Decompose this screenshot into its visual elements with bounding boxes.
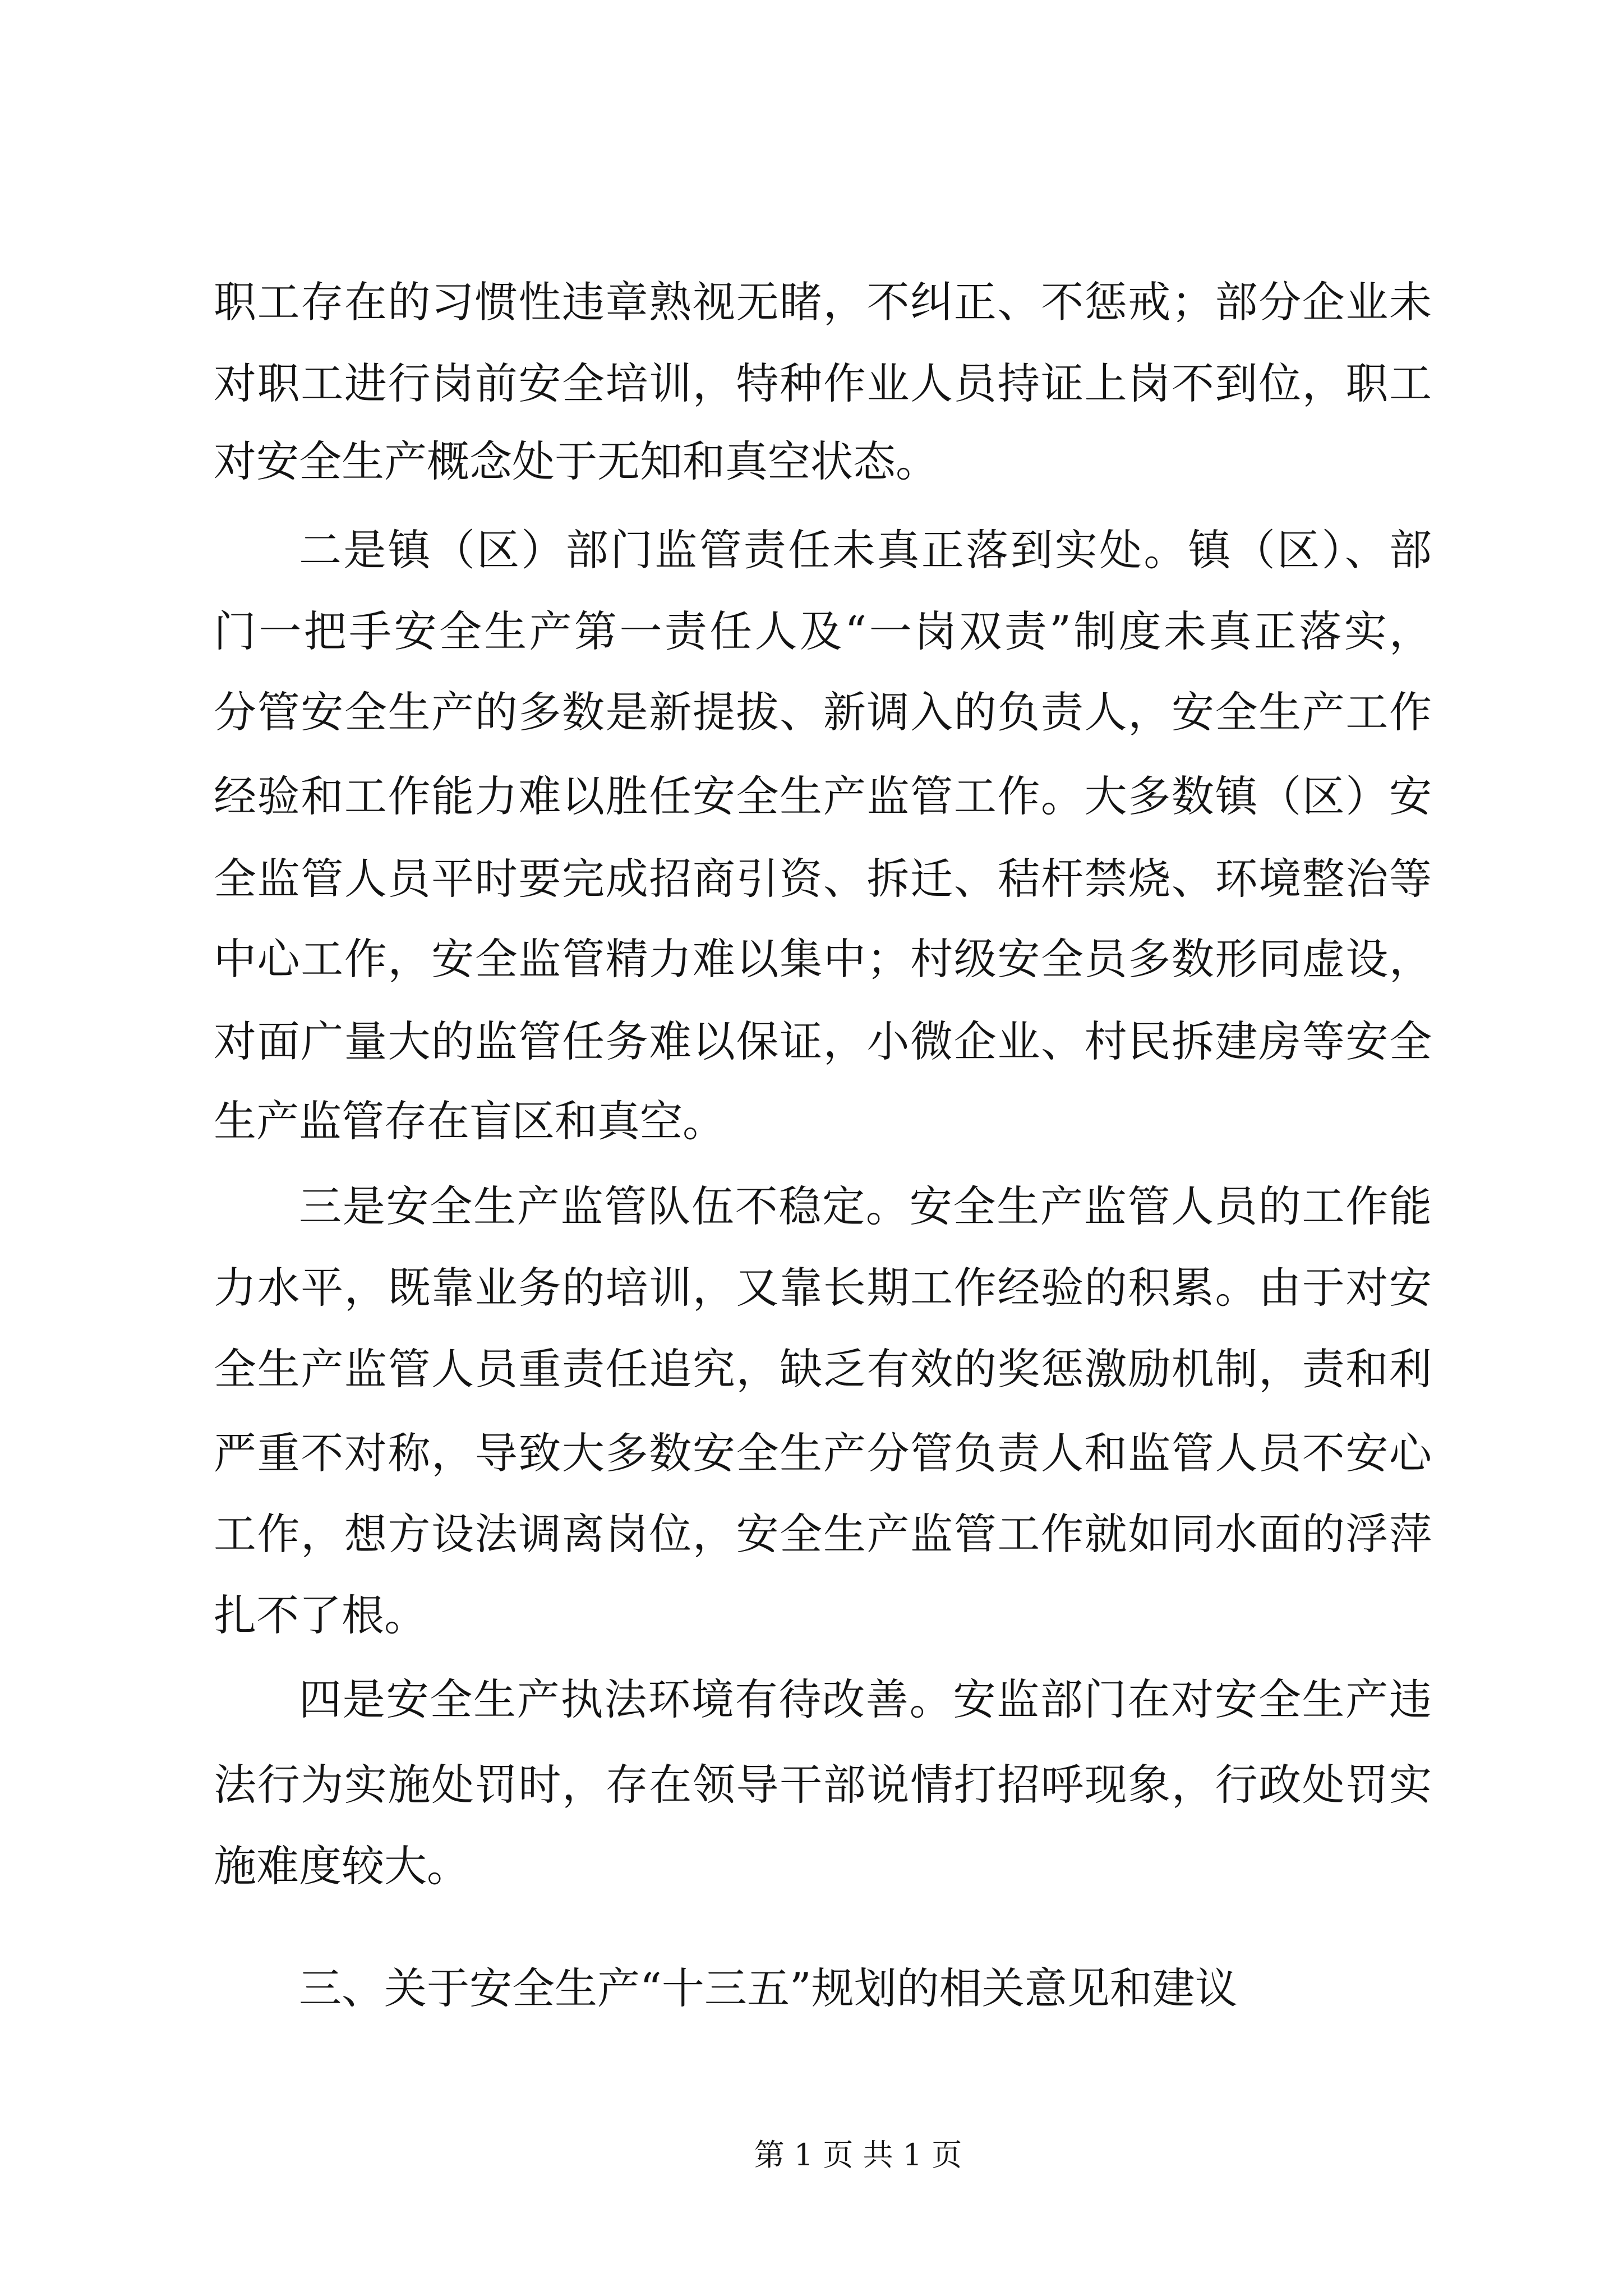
paragraph-line: 力水平，既靠业务的培训，又靠长期工作经验的积累。由于对安 [214, 1263, 1432, 1313]
paragraph-line: 门一把手安全生产第一责任人及“一岗双责”制度未真正落实， [214, 606, 1432, 656]
paragraph-line: 四是安全生产执法环境有待改善。安监部门在对安全生产违 [299, 1674, 1432, 1724]
paragraph-line: 全生产监管人员重责任追究，缺乏有效的奖惩激励机制，责和利 [214, 1344, 1432, 1394]
page-footer: 第 1 页 共 1 页 [754, 2137, 962, 2173]
section-heading: 三、关于安全生产“十三五”规划的相关意见和建议 [299, 1963, 1238, 2013]
paragraph-line: 分管安全生产的多数是新提拔、新调入的负责人，安全生产工作 [214, 687, 1432, 737]
paragraph-line: 三是安全生产监管队伍不稳定。安全生产监管人员的工作能 [299, 1181, 1432, 1231]
paragraph-line: 施难度较大。 [214, 1841, 469, 1891]
paragraph-line: 对安全生产概念处于无知和真空状态。 [214, 436, 938, 486]
paragraph-line: 工作，想方设法调离岗位，安全生产监管工作就如同水面的浮萍 [214, 1509, 1432, 1559]
paragraph-line: 经验和工作能力难以胜任安全生产监管工作。大多数镇（区）安 [214, 771, 1432, 821]
paragraph-line: 二是镇（区）部门监管责任未真正落到实处。镇（区）、部 [299, 525, 1432, 575]
paragraph-line: 中心工作，安全监管精力难以集中；村级安全员多数形同虚设， [214, 934, 1432, 984]
paragraph-line: 对职工进行岗前安全培训，特种作业人员持证上岗不到位，职工 [214, 358, 1432, 408]
paragraph-line: 生产监管存在盲区和真空。 [214, 1096, 725, 1146]
paragraph-line: 法行为实施处罚时，存在领导干部说情打招呼现象，行政处罚实 [214, 1760, 1432, 1810]
paragraph-line: 严重不对称，导致大多数安全生产分管负责人和监管人员不安心 [214, 1428, 1432, 1478]
paragraph-line: 扎不了根。 [214, 1590, 427, 1640]
paragraph-line: 全监管人员平时要完成招商引资、拆迁、秸杆禁烧、环境整治等 [214, 854, 1432, 904]
paragraph-line: 对面广量大的监管任务难以保证，小微企业、村民拆建房等安全 [214, 1016, 1432, 1066]
paragraph-line: 职工存在的习惯性违章熟视无睹，不纠正、不惩戒；部分企业未 [214, 277, 1432, 327]
